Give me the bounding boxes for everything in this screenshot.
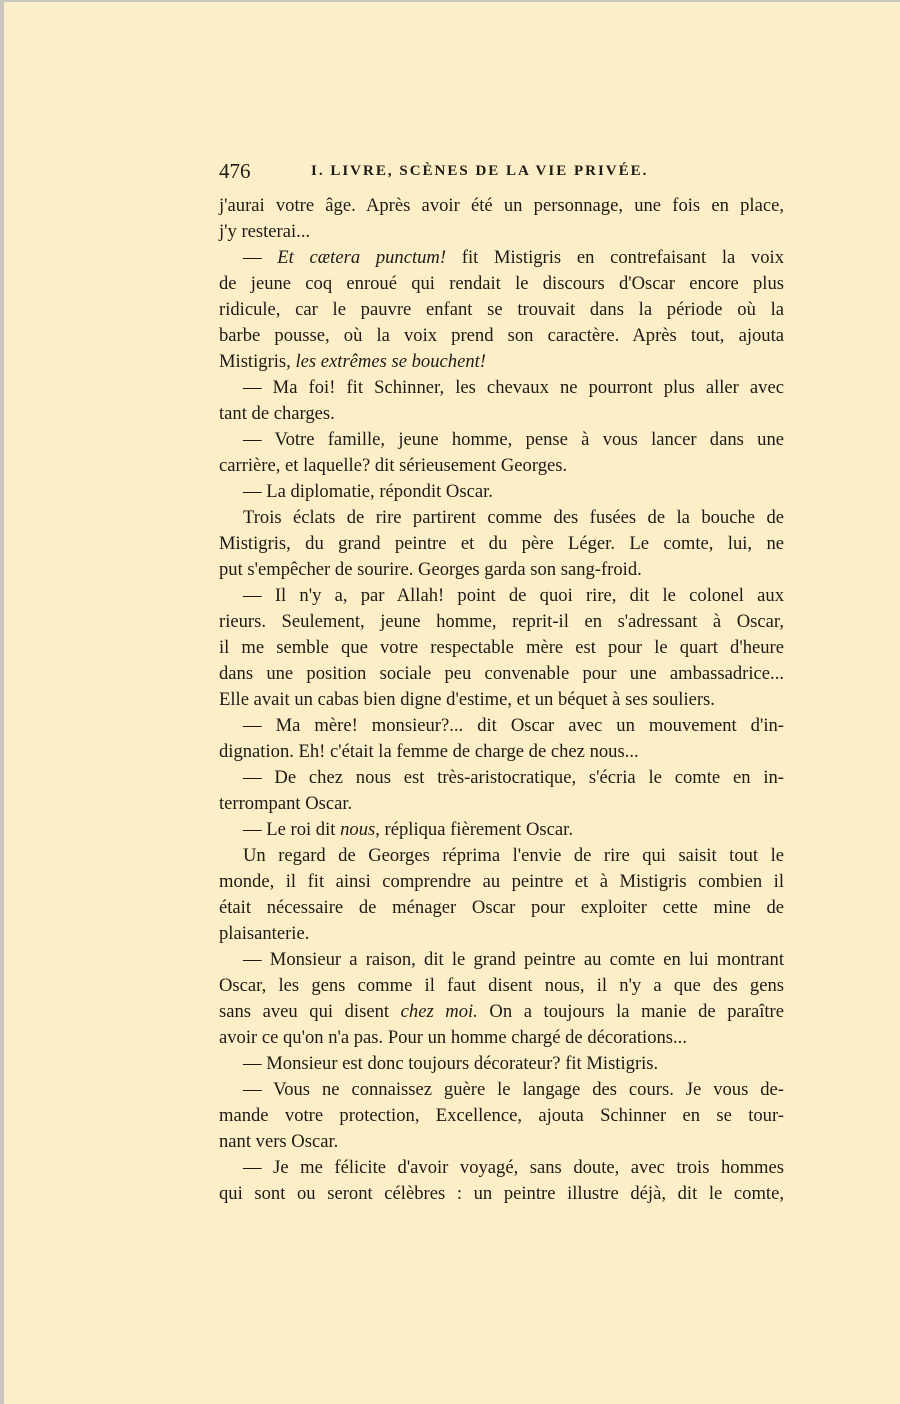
text-line: — Ma mère! monsieur?... dit Oscar avec un mouvement d'in- [243, 715, 784, 736]
text-line: était nécessaire de ménager Oscar pour exploiter cette mine de [219, 897, 784, 918]
text-line: j'y resterai... [219, 221, 311, 242]
text-line: ridicule, car le pauvre enfant se trouvait dans la période où la [219, 299, 784, 320]
italic-text: nous [340, 819, 376, 840]
text-line: — Je me félicite d'avoir voyagé, sans doute, avec trois hommes [243, 1157, 784, 1178]
text-line: j'aurai votre âge. Après avoir été un personnage, une fois en place, [219, 195, 784, 216]
text-line: de jeune coq enroué qui rendait le discours d'Oscar encore plus [219, 273, 784, 294]
text-line: dignation. Eh! c'était la femme de charge de chez nous... [219, 741, 639, 762]
text-line [219, 349, 784, 375]
italic-text: chez moi. [400, 1001, 478, 1022]
text-line: — Monsieur a raison, dit le grand peintre au comte en lui montrant [243, 949, 784, 970]
text-line [219, 245, 784, 271]
text-segment: , répliqua fièrement Oscar. [375, 819, 573, 840]
text-line: nant vers Oscar. [219, 1131, 339, 1152]
text-line: put s'empêcher de sourire. Georges garda son sang-froid. [219, 559, 642, 580]
text-line: tant de charges. [219, 403, 335, 424]
text-line [219, 817, 784, 843]
text-line: — Il n'y a, par Allah! point de quoi rire, dit le colonel aux [243, 585, 784, 606]
text-line: Un regard de Georges réprima l'envie de rire qui saisit tout le [243, 845, 784, 866]
page-header [219, 159, 784, 185]
italic-text: les extrêmes se bouchent! [295, 351, 486, 372]
text-segment: — Le roi dit [243, 819, 341, 840]
text-line: mande votre protection, Excellence, ajouta Schinner en se tour- [219, 1105, 784, 1126]
text-line [219, 999, 784, 1025]
body-text [219, 193, 784, 1207]
text-segment: fit Mistigris en contrefaisant la voix [446, 247, 784, 268]
text-line: terrompant Oscar. [219, 793, 353, 814]
page-number: 476 [219, 159, 251, 183]
text-line: il me semble que votre respectable mère est pour le quart d'heure [219, 637, 784, 658]
text-line: plaisanterie. [219, 923, 310, 944]
text-line: — Monsieur est donc toujours décorateur? fit Mistigris. [243, 1053, 659, 1074]
running-head: I. LIVRE, SCÈNES DE LA VIE PRIVÉE. [311, 163, 649, 179]
text-line: — Ma foi! fit Schinner, les chevaux ne pourront plus aller avec [243, 377, 784, 398]
text-line: — Votre famille, jeune homme, pense à vous lancer dans une [243, 429, 784, 450]
text-line: Trois éclats de rire partirent comme des fusées de la bouche de [243, 507, 784, 528]
text-segment: On a toujours la manie de paraître [477, 1001, 785, 1022]
book-page [4, 2, 900, 1404]
italic-text: Et cætera punctum! [277, 247, 447, 268]
text-line: Oscar, les gens comme il faut disent nous, il n'y a que des gens [219, 975, 784, 996]
text-line: — De chez nous est très-aristocratique, s'écria le comte en in- [243, 767, 784, 788]
text-segment: sans aveu qui disent [219, 1001, 401, 1022]
text-segment: Mistigris, [219, 351, 296, 372]
text-line: avoir ce qu'on n'a pas. Pour un homme chargé de décorations... [219, 1027, 687, 1048]
text-line: rieurs. Seulement, jeune homme, reprit-il en s'adressant à Oscar, [219, 611, 784, 632]
text-line: Mistigris, du grand peintre et du père Léger. Le comte, lui, ne [219, 533, 784, 554]
text-line: Elle avait un cabas bien digne d'estime, et un béquet à ses souliers. [219, 689, 715, 710]
text-line: monde, il fit ainsi comprendre au peintre et à Mistigris combien il [219, 871, 784, 892]
text-line: dans une position sociale peu convenable pour une ambassadrice... [219, 663, 784, 684]
text-line: qui sont ou seront célèbres : un peintre illustre déjà, dit le comte, [219, 1183, 784, 1204]
text-segment: — [243, 247, 278, 268]
text-line: barbe pousse, où la voix prend son caractère. Après tout, ajouta [219, 325, 784, 346]
text-line: — Vous ne connaissez guère le langage des cours. Je vous de- [243, 1079, 784, 1100]
text-line: — La diplomatie, répondit Oscar. [243, 481, 493, 502]
text-line: carrière, et laquelle? dit sérieusement Georges. [219, 455, 568, 476]
